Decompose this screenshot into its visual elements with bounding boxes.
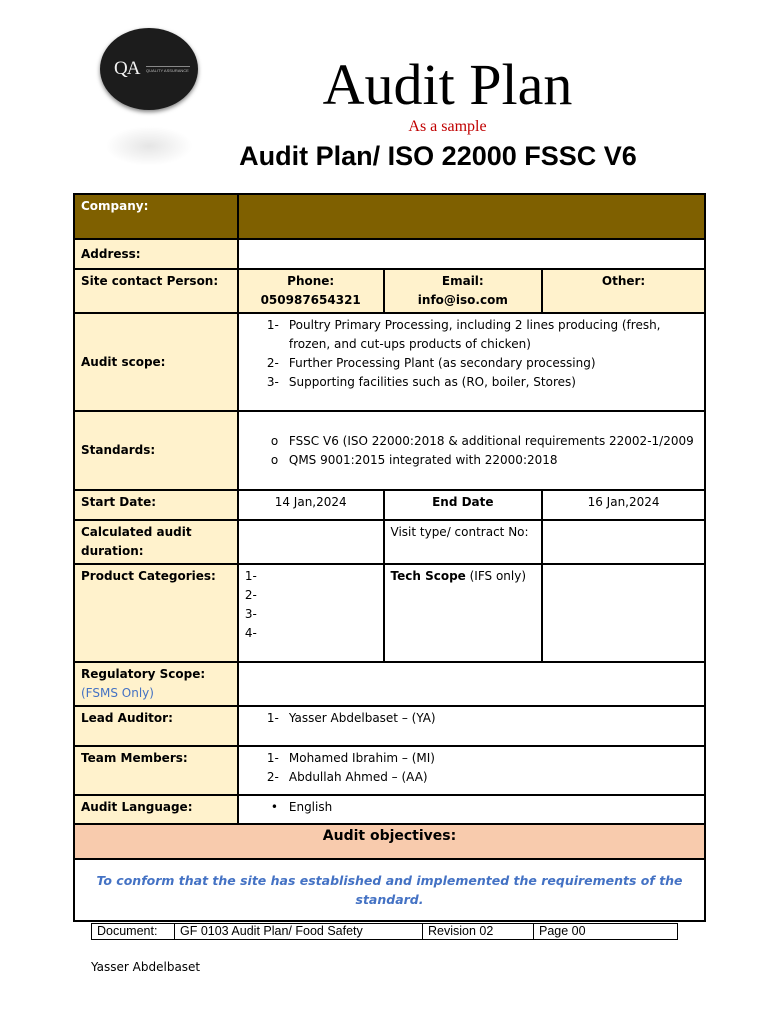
scope-item: 1- Poultry Primary Processing, including 2 lines producing (fresh, frozen, and cut-ups products of chicken) [266,318,661,351]
footer-doc-value: GF 0103 Audit Plan/ Food Safety [175,924,423,940]
product-item: 2- [244,588,257,602]
visit-type-label: Visit type/ contract No: [384,520,543,564]
duration-label: Calculated audit duration: [74,520,238,564]
lead-auditor-row [74,706,705,746]
phone-cell [238,269,384,313]
product-row [74,564,705,662]
standards-item: o FSSC V6 (ISO 22000:2018 & additional requirements 22002-1/2009 [270,433,694,448]
scope-row [74,313,705,411]
end-date-label: End Date [384,490,543,520]
scope-item: 3- Supporting facilities such as (RO, boiler, Stores) [266,375,576,389]
other-cell [542,269,705,313]
other-label: Other: [601,274,646,288]
duration-row [74,520,705,564]
regulatory-note: (FSMS Only) [81,686,154,700]
standards-value [238,411,705,490]
tech-scope-value [542,564,705,662]
phone-value: 050987654321 [260,293,361,307]
company-value [238,194,705,239]
product-categories-label: Product Categories: [74,564,238,662]
start-date-label: Start Date: [74,490,238,520]
logo-text: QA [114,58,140,79]
tech-scope-label: Tech Scope [390,569,466,583]
objectives-row [74,859,705,921]
document-footer [91,923,678,940]
contact-label: Site contact Person: [74,269,238,313]
audit-plan-table [73,193,706,922]
address-value [238,239,705,269]
email-label: Email: [441,274,484,288]
regulatory-label: Regulatory Scope: [81,667,206,681]
objectives-heading: Audit objectives: [74,824,705,859]
footer-page: Page 00 [534,924,678,940]
team-member-item: 2- Abdullah Ahmed – (AA) [266,770,428,784]
page-title: Audit Plan [322,52,573,117]
start-date-value: 14 Jan,2024 [238,490,384,520]
email-cell [384,269,543,313]
contact-row [74,269,705,313]
team-row [74,746,705,795]
team-members-value [238,746,705,795]
product-item: 3- [244,607,257,621]
author-name: Yasser Abdelbaset [91,960,201,974]
scope-value [238,313,705,411]
visit-type-value [542,520,705,564]
language-row [74,795,705,824]
address-row [74,239,705,269]
language-value [238,795,705,824]
scope-label: Audit scope: [74,313,238,411]
standards-item: o QMS 9001:2015 integrated with 22000:2018 [270,452,558,467]
regulatory-cell [74,662,238,706]
standards-row [74,411,705,490]
footer-revision: Revision 02 [423,924,534,940]
end-date-value: 16 Jan,2024 [542,490,705,520]
email-value: info@iso.com [417,293,508,307]
tech-scope-note: (IFS only) [465,569,527,583]
scope-item: 2- Further Processing Plant (as secondary processing) [266,356,596,370]
product-item: 1- [244,569,257,583]
lead-auditor-value [238,706,705,746]
language-label: Audit Language: [74,795,238,824]
lead-auditor-item: 1- Yasser Abdelbaset – (YA) [266,711,436,725]
duration-value [238,520,384,564]
objectives-text: To conform that the site has established and implemented the requirements of the standard. [74,859,705,921]
language-item: • English [270,800,333,814]
regulatory-row [74,662,705,706]
team-members-label: Team Members: [74,746,238,795]
footer-doc-label: Document: [92,924,175,940]
standards-label: Standards: [74,411,238,490]
team-member-item: 1- Mohamed Ibrahim – (MI) [266,751,435,765]
company-label: Company: [74,194,238,239]
tech-scope-cell [384,564,543,662]
product-categories-value [238,564,384,662]
document-heading: Audit Plan/ ISO 22000 FSSC V6 [239,141,637,171]
dates-row [74,490,705,520]
company-row [74,194,705,239]
phone-label: Phone: [287,274,335,288]
address-label: Address: [74,239,238,269]
page-subtitle: As a sample [408,118,487,135]
regulatory-value [238,662,705,706]
logo-subtext: QUALITY ASSURANCE [146,68,189,73]
lead-auditor-label: Lead Auditor: [74,706,238,746]
objectives-header-row [74,824,705,859]
product-item: 4- [244,626,257,640]
